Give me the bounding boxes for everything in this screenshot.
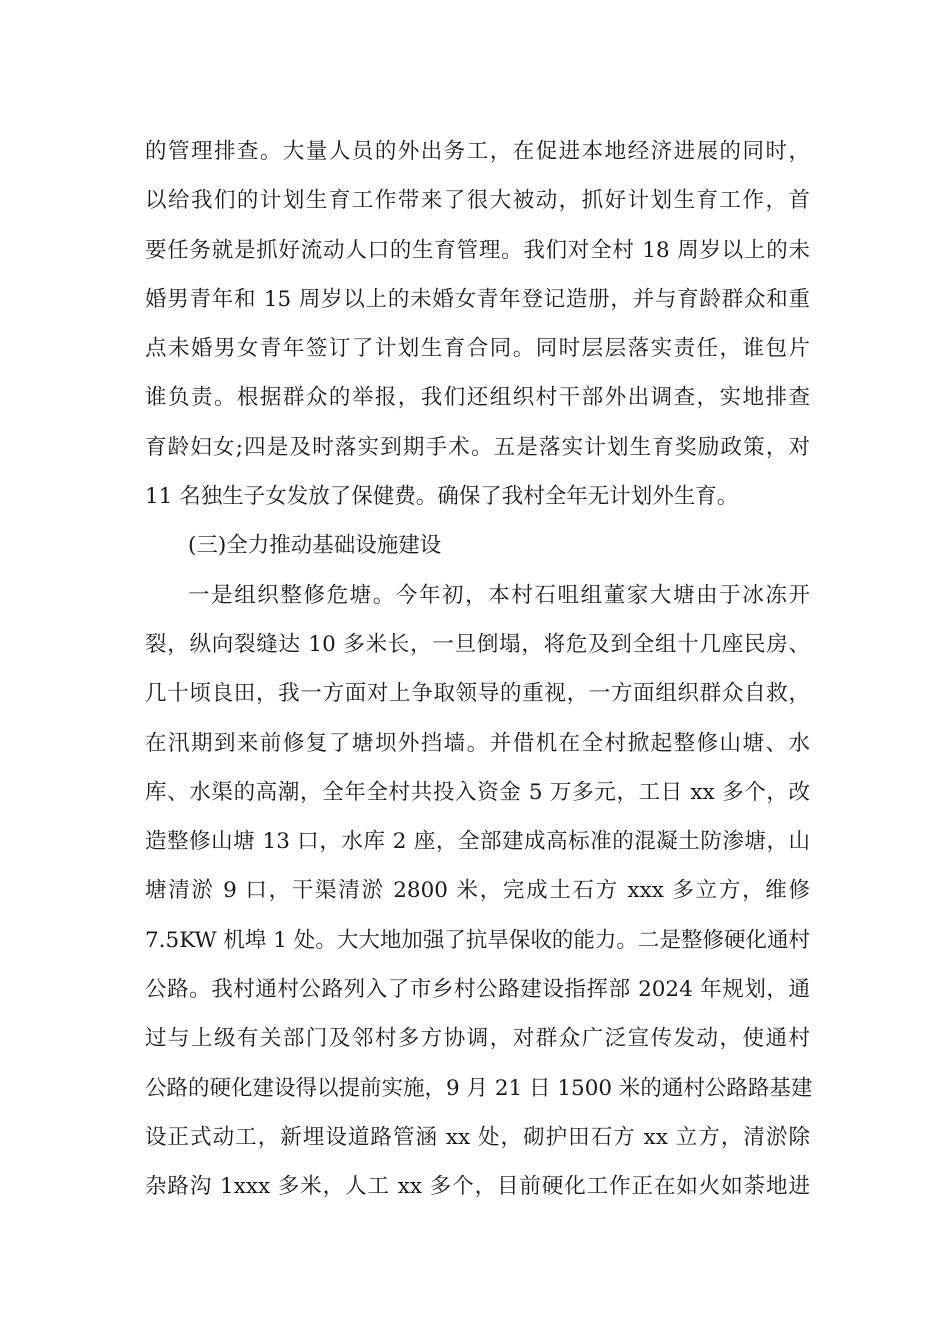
text-line: 公路。我村通村公路列入了市乡村公路建设指挥部 2024 年规划，通 xyxy=(145,977,810,1003)
section-heading: (三)全力推动基础设施建设 xyxy=(188,533,442,559)
text-line: 以给我们的计划生育工作带来了很大被动，抓好计划生育工作，首 xyxy=(145,188,810,214)
text-line: 育龄妇女;四是及时落实到期手术。五是落实计划生育奖励政策，对 xyxy=(145,434,810,460)
body-text xyxy=(145,127,813,1212)
text-line: 几十顷良田，我一方面对上争取领导的重视，一方面组织群众自救， xyxy=(145,681,810,707)
text-line: 设正式动工，新埋设道路管涵 xx 处，砌护田石方 xx 立方，清淤除 xyxy=(145,1124,810,1150)
text-line: 的管理排查。大量人员的外出务工，在促进本地经济进展的同时， xyxy=(145,139,810,164)
text-line: 过与上级有关部门及邻村多方协调，对群众广泛宣传发动，使通村 xyxy=(145,1026,810,1052)
text-line: 7.5KW 机埠 1 处。大大地加强了抗旱保收的能力。二是整修硬化通村 xyxy=(145,927,810,953)
text-line: 杂路沟 1xxx 多米，人工 xx 多个，目前硬化工作正在如火如荼地进 xyxy=(145,1174,810,1200)
text-line: 公路的硬化建设得以提前实施，9 月 21 日 1500 米的通村公路路基建 xyxy=(145,1075,813,1101)
text-line: 库、水渠的高潮，全年全村共投入资金 5 万多元，工日 xx 多个，改 xyxy=(145,779,810,805)
paragraph-first-line: 一是组织整修危塘。今年初，本村石咀组董家大塘由于冰冻开 xyxy=(188,582,810,608)
text-line: 塘清淤 9 口，干渠清淤 2800 米，完成土石方 xxx 多立方，维修 xyxy=(145,878,810,904)
text-line: 点未婚男女青年签订了计划生育合同。同时层层落实责任，谁包片 xyxy=(145,336,810,362)
text-line: 谁负责。根据群众的举报，我们还组织村干部外出调查，实地排查 xyxy=(145,385,810,411)
text-line: 要任务就是抓好流动人口的生育管理。我们对全村 18 周岁以上的未 xyxy=(145,237,810,263)
text-line: 在汛期到来前修复了塘坝外挡墙。并借机在全村掀起整修山塘、水 xyxy=(145,730,810,756)
text-line: 婚男青年和 15 周岁以上的未婚女青年登记造册，并与育龄群众和重 xyxy=(145,286,810,312)
text-line: 裂，纵向裂缝达 10 多米长，一旦倒塌，将危及到全组十几座民房、 xyxy=(145,631,810,657)
paragraph-last-line: 11 名独生子女发放了保健费。确保了我村全年无计划外生育。 xyxy=(145,484,739,510)
text-line: 造整修山塘 13 口，水库 2 座，全部建成高标准的混凝土防渗塘，山 xyxy=(145,829,810,855)
